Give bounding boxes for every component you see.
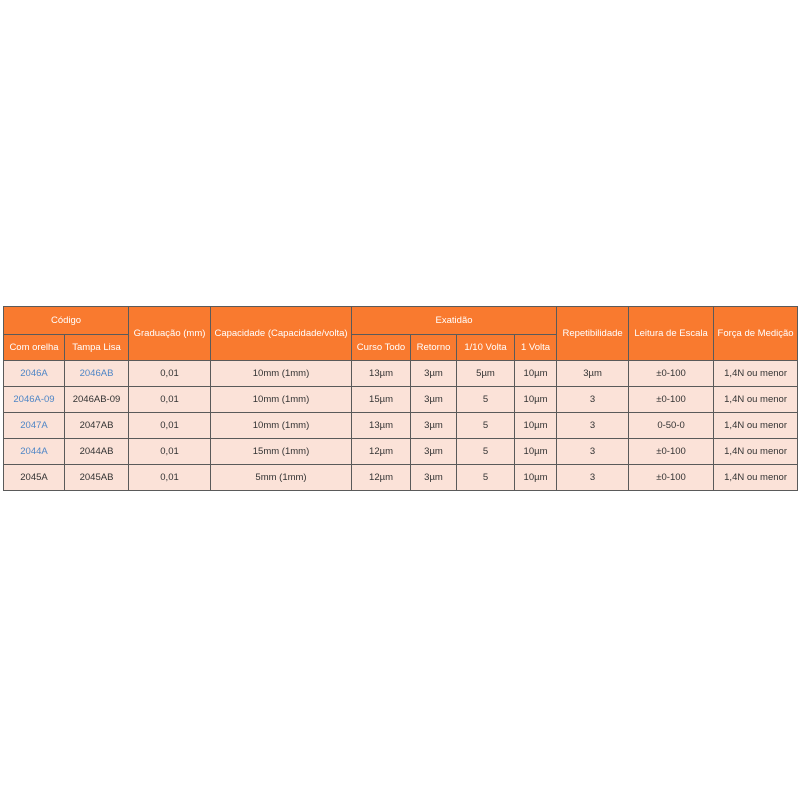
spec-table — [3, 306, 798, 491]
cell-leitura: 0-50-0 — [629, 413, 714, 439]
cell-uma-volta: 10µm — [515, 465, 557, 491]
cell-graduacao: 0,01 — [129, 413, 211, 439]
cell-retorno: 3µm — [411, 361, 457, 387]
cell-capacidade: 15mm (1mm) — [211, 439, 352, 465]
header-curso-todo: Curso Todo — [352, 335, 411, 361]
cell-decimo-volta: 5 — [457, 413, 515, 439]
cell-graduacao: 0,01 — [129, 465, 211, 491]
cell-tampa-lisa: 2045AB — [65, 465, 129, 491]
cell-decimo-volta: 5 — [457, 465, 515, 491]
cell-capacidade: 5mm (1mm) — [211, 465, 352, 491]
table-row — [4, 387, 798, 413]
cell-com-orelha-link[interactable]: 2044A — [4, 439, 65, 465]
cell-curso-todo: 13µm — [352, 413, 411, 439]
cell-curso-todo: 13µm — [352, 361, 411, 387]
header-leitura: Leitura de Escala — [629, 307, 714, 361]
cell-tampa-lisa: 2046AB-09 — [65, 387, 129, 413]
cell-tampa-lisa-link[interactable]: 2046AB — [65, 361, 129, 387]
header-exatidao: Exatidão — [352, 307, 557, 335]
cell-retorno: 3µm — [411, 387, 457, 413]
cell-tampa-lisa: 2047AB — [65, 413, 129, 439]
cell-retorno: 3µm — [411, 413, 457, 439]
table-row — [4, 361, 798, 387]
cell-repetibilidade: 3 — [557, 387, 629, 413]
table-row — [4, 413, 798, 439]
cell-leitura: ±0-100 — [629, 465, 714, 491]
cell-repetibilidade: 3µm — [557, 361, 629, 387]
cell-leitura: ±0-100 — [629, 439, 714, 465]
cell-com-orelha-link[interactable]: 2046A-09 — [4, 387, 65, 413]
cell-curso-todo: 12µm — [352, 439, 411, 465]
cell-repetibilidade: 3 — [557, 439, 629, 465]
header-codigo: Código — [4, 307, 129, 335]
cell-repetibilidade: 3 — [557, 465, 629, 491]
cell-com-orelha-link[interactable]: 2047A — [4, 413, 65, 439]
cell-forca: 1,4N ou menor — [714, 465, 798, 491]
header-forca: Força de Medição — [714, 307, 798, 361]
cell-repetibilidade: 3 — [557, 413, 629, 439]
cell-uma-volta: 10µm — [515, 387, 557, 413]
cell-forca: 1,4N ou menor — [714, 439, 798, 465]
cell-tampa-lisa: 2044AB — [65, 439, 129, 465]
cell-forca: 1,4N ou menor — [714, 387, 798, 413]
cell-uma-volta: 10µm — [515, 439, 557, 465]
cell-decimo-volta: 5 — [457, 387, 515, 413]
cell-retorno: 3µm — [411, 465, 457, 491]
cell-curso-todo: 15µm — [352, 387, 411, 413]
cell-leitura: ±0-100 — [629, 361, 714, 387]
header-decimo-volta: 1/10 Volta — [457, 335, 515, 361]
cell-forca: 1,4N ou menor — [714, 361, 798, 387]
cell-forca: 1,4N ou menor — [714, 413, 798, 439]
header-repetibilidade: Repetibilidade — [557, 307, 629, 361]
cell-graduacao: 0,01 — [129, 387, 211, 413]
cell-leitura: ±0-100 — [629, 387, 714, 413]
header-com-orelha: Com orelha — [4, 335, 65, 361]
spec-table-container — [3, 306, 797, 491]
cell-com-orelha-link[interactable]: 2046A — [4, 361, 65, 387]
table-body — [4, 361, 798, 491]
cell-graduacao: 0,01 — [129, 439, 211, 465]
header-graduacao: Graduação (mm) — [129, 307, 211, 361]
cell-uma-volta: 10µm — [515, 413, 557, 439]
cell-capacidade: 10mm (1mm) — [211, 413, 352, 439]
cell-com-orelha: 2045A — [4, 465, 65, 491]
header-tampa-lisa: Tampa Lisa — [65, 335, 129, 361]
header-retorno: Retorno — [411, 335, 457, 361]
header-uma-volta: 1 Volta — [515, 335, 557, 361]
cell-curso-todo: 12µm — [352, 465, 411, 491]
cell-retorno: 3µm — [411, 439, 457, 465]
cell-capacidade: 10mm (1mm) — [211, 387, 352, 413]
table-row — [4, 465, 798, 491]
header-capacidade: Capacidade (Capacidade/volta) — [211, 307, 352, 361]
cell-graduacao: 0,01 — [129, 361, 211, 387]
cell-decimo-volta: 5µm — [457, 361, 515, 387]
cell-uma-volta: 10µm — [515, 361, 557, 387]
table-header — [4, 307, 798, 361]
cell-decimo-volta: 5 — [457, 439, 515, 465]
cell-capacidade: 10mm (1mm) — [211, 361, 352, 387]
table-row — [4, 439, 798, 465]
